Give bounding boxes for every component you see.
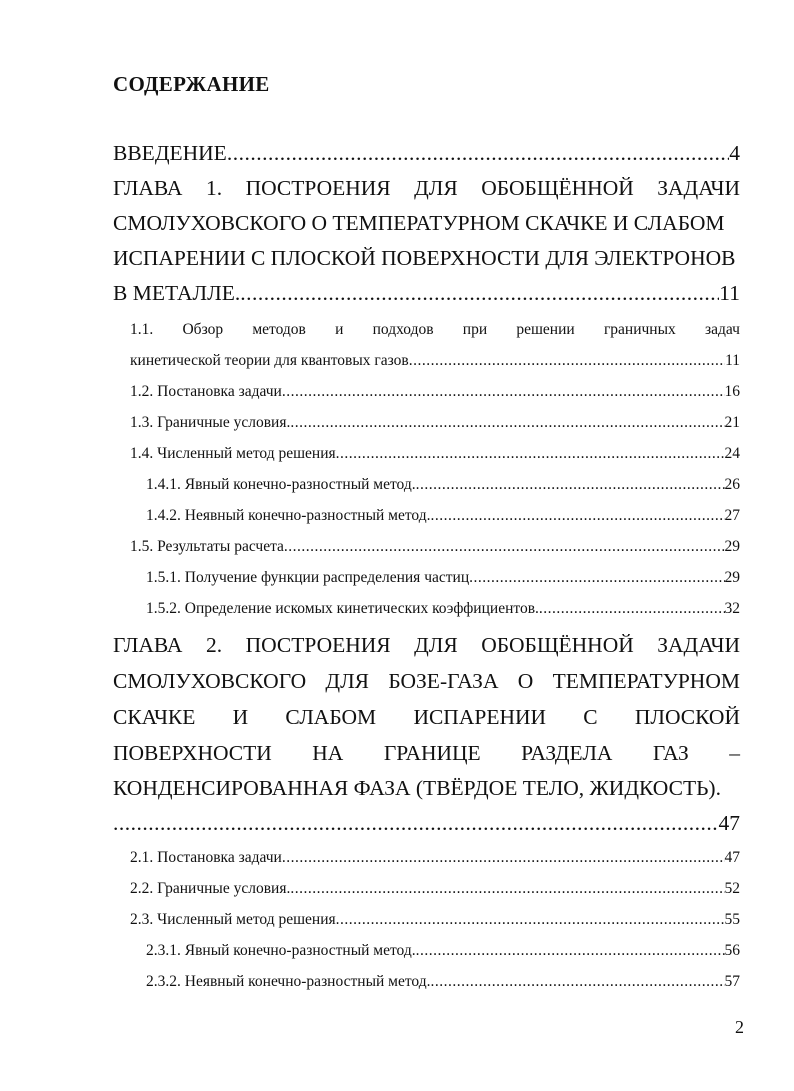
dot-leader bbox=[240, 281, 719, 306]
word: СМОЛУХОВСКОГО bbox=[113, 669, 307, 693]
word: ДЛЯ bbox=[325, 669, 370, 693]
word: ГЛАВА bbox=[113, 176, 183, 200]
word: С bbox=[583, 705, 598, 729]
dot-leader bbox=[284, 538, 725, 556]
toc-section-2-3[interactable] bbox=[130, 911, 740, 929]
toc-chapter-2-line-5: КОНДЕНСИРОВАННАЯ ФАЗА (ТВЁРДОЕ ТЕЛО, ЖИДКОСТЬ). bbox=[113, 776, 721, 800]
word: и bbox=[335, 321, 344, 338]
toc-label: 2.2. Граничные условия. bbox=[130, 880, 291, 897]
word: 1.1. bbox=[130, 321, 154, 338]
toc-page: 47 bbox=[718, 811, 740, 835]
toc-section-1-2[interactable] bbox=[130, 383, 740, 401]
toc-label: 1.4.1. Явный конечно-разностный метод. bbox=[146, 476, 416, 493]
toc-page: 16 bbox=[724, 383, 740, 400]
toc-page: 55 bbox=[724, 911, 740, 928]
dot-leader bbox=[336, 445, 725, 463]
toc-section-2-1[interactable] bbox=[130, 849, 740, 867]
word: И bbox=[232, 705, 249, 729]
word: 1. bbox=[205, 176, 223, 200]
toc-label: 2.3. Численный метод решения bbox=[130, 911, 336, 928]
word: граничных bbox=[603, 321, 676, 338]
word: ТЕМПЕРАТУРНОМ bbox=[552, 669, 740, 693]
toc-page: 4 bbox=[729, 141, 740, 165]
word: НА bbox=[312, 741, 344, 765]
word: РАЗДЕЛА bbox=[521, 741, 613, 765]
toc-entry-intro[interactable] bbox=[113, 141, 740, 166]
toc-section-2-3-1[interactable] bbox=[146, 942, 740, 960]
toc-label: кинетической теории для квантовых газов bbox=[130, 352, 409, 369]
toc-label: 1.2. Постановка задачи bbox=[130, 383, 282, 400]
dot-leader bbox=[430, 507, 724, 525]
dot-leader bbox=[290, 414, 724, 432]
toc-section-1-5-2[interactable] bbox=[146, 600, 740, 618]
toc-page: 24 bbox=[724, 445, 740, 462]
page-title: СОДЕРЖАНИЕ bbox=[113, 72, 270, 96]
toc-label: 1.5.1. Получение функции распределения частиц bbox=[146, 569, 470, 586]
toc-page: 11 bbox=[725, 352, 740, 369]
dot-leader bbox=[469, 569, 724, 587]
toc-chapter-2-page-line[interactable] bbox=[113, 811, 740, 836]
page-number: 2 bbox=[735, 1017, 744, 1037]
toc-section-1-4-1[interactable] bbox=[146, 476, 740, 494]
toc-section-1-4[interactable] bbox=[130, 445, 740, 463]
toc-chapter-2-line-3 bbox=[113, 705, 740, 730]
word: – bbox=[729, 741, 740, 765]
word: ПОВЕРХНОСТИ bbox=[113, 741, 272, 765]
toc-page: 32 bbox=[724, 600, 740, 617]
toc-chapter-2-line-1[interactable] bbox=[113, 633, 740, 658]
dot-leader bbox=[336, 911, 725, 929]
toc-section-2-2[interactable] bbox=[130, 880, 740, 898]
toc-label: 1.4.2. Неявный конечно-разностный метод. bbox=[146, 507, 431, 524]
toc-section-1-4-2[interactable] bbox=[146, 507, 740, 525]
word: Обзор bbox=[182, 321, 224, 338]
word: ПЛОСКОЙ bbox=[634, 705, 740, 729]
word: ПОСТРОЕНИЯ bbox=[245, 176, 391, 200]
dot-leader bbox=[539, 600, 725, 618]
word: методов bbox=[252, 321, 306, 338]
word: ОБОБЩЁННОЙ bbox=[481, 176, 634, 200]
toc-section-1-1-line-2[interactable] bbox=[130, 352, 740, 370]
toc-page: 21 bbox=[724, 414, 740, 431]
word: ИСПАРЕНИИ bbox=[413, 705, 547, 729]
word: решении bbox=[516, 321, 575, 338]
toc-page: 57 bbox=[724, 973, 740, 990]
word: СЛАБОМ bbox=[285, 705, 377, 729]
toc-label: 2.3.1. Явный конечно-разностный метод. bbox=[146, 942, 416, 959]
dot-leader bbox=[113, 811, 719, 836]
toc-section-1-5[interactable] bbox=[130, 538, 740, 556]
dot-leader bbox=[282, 383, 725, 401]
toc-page: 52 bbox=[724, 880, 740, 897]
dot-leader bbox=[290, 880, 724, 898]
dot-leader bbox=[282, 849, 725, 867]
word: задач bbox=[705, 321, 740, 338]
toc-page: 56 bbox=[724, 942, 740, 959]
toc-chapter-1-line-1[interactable] bbox=[113, 176, 740, 201]
word: ГЛАВА bbox=[113, 633, 183, 657]
word: ПОСТРОЕНИЯ bbox=[245, 633, 391, 657]
word: ЗАДАЧИ bbox=[657, 633, 740, 657]
toc-label: 1.4. Численный метод решения bbox=[130, 445, 336, 462]
word: БОЗЕ-ГАЗА bbox=[388, 669, 499, 693]
toc-section-1-3[interactable] bbox=[130, 414, 740, 432]
word: ДЛЯ bbox=[414, 176, 458, 200]
toc-label: 1.5. Результаты расчета bbox=[130, 538, 284, 555]
dot-leader bbox=[430, 973, 724, 991]
word: ОБОБЩЁННОЙ bbox=[481, 633, 634, 657]
dot-leader bbox=[409, 352, 725, 370]
toc-page: 29 bbox=[724, 569, 740, 586]
toc-chapter-2-line-2 bbox=[113, 669, 740, 694]
toc-section-1-5-1[interactable] bbox=[146, 569, 740, 587]
word: ЗАДАЧИ bbox=[657, 176, 740, 200]
toc-section-1-1-line-1[interactable] bbox=[130, 321, 740, 339]
dot-leader bbox=[416, 476, 725, 494]
word: ДЛЯ bbox=[414, 633, 458, 657]
word: СКАЧКЕ bbox=[113, 705, 196, 729]
word: О bbox=[517, 669, 534, 693]
toc-chapter-1-line-3: ИСПАРЕНИИ С ПЛОСКОЙ ПОВЕРХНОСТИ ДЛЯ ЭЛЕКТРОНОВ bbox=[113, 246, 736, 270]
toc-page: 27 bbox=[724, 507, 740, 524]
word: ГАЗ bbox=[652, 741, 689, 765]
toc-page: 26 bbox=[724, 476, 740, 493]
toc-label: 1.3. Граничные условия. bbox=[130, 414, 291, 431]
word: при bbox=[462, 321, 488, 338]
word: 2. bbox=[205, 633, 223, 657]
toc-section-2-3-2[interactable] bbox=[146, 973, 740, 991]
word: подходов bbox=[372, 321, 434, 338]
toc-chapter-1-line-4[interactable] bbox=[113, 281, 740, 306]
toc-label: В МЕТАЛЛЕ. bbox=[113, 281, 241, 305]
toc-label: 1.5.2. Определение искомых кинетических коэффициентов. bbox=[146, 600, 539, 617]
toc-chapter-2-line-4 bbox=[113, 741, 740, 766]
toc-page: 11 bbox=[719, 281, 740, 305]
word: ГРАНИЦЕ bbox=[383, 741, 481, 765]
toc-label: 2.1. Постановка задачи bbox=[130, 849, 282, 866]
toc-page: 47 bbox=[724, 849, 740, 866]
toc-label: 2.3.2. Неявный конечно-разностный метод. bbox=[146, 973, 431, 990]
toc-chapter-1-line-2: СМОЛУХОВСКОГО О ТЕМПЕРАТУРНОМ СКАЧКЕ И СЛАБОМ bbox=[113, 211, 725, 235]
toc-page: 29 bbox=[724, 538, 740, 555]
dot-leader bbox=[227, 141, 729, 166]
toc-label: ВВЕДЕНИЕ bbox=[113, 141, 227, 165]
dot-leader bbox=[416, 942, 725, 960]
